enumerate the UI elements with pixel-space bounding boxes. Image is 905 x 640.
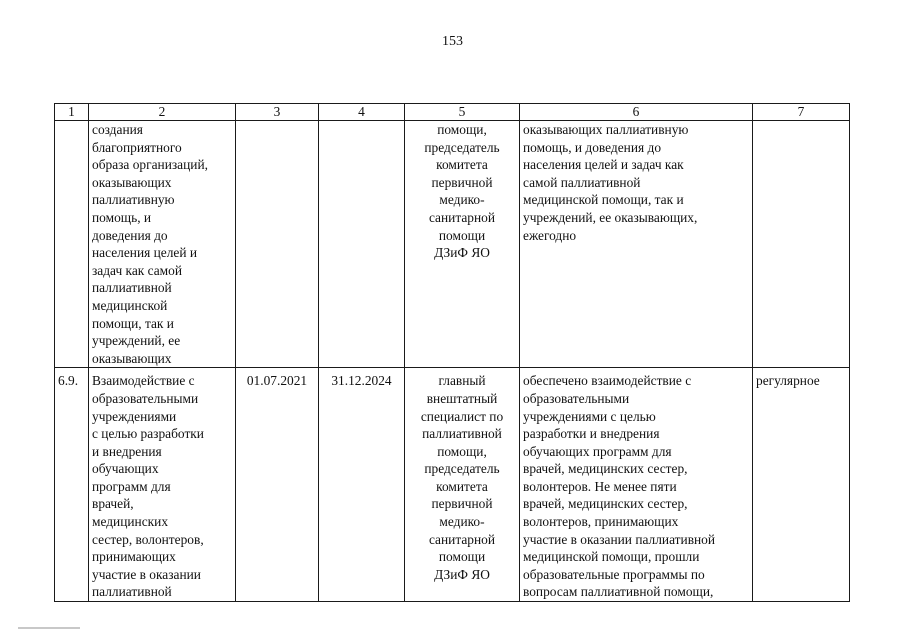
table-row — [55, 121, 850, 368]
measures-table — [54, 103, 850, 602]
cell-start-date: 01.07.2021 — [236, 368, 319, 602]
cell-number — [55, 121, 89, 368]
cell-responsible: главный внештатный специалист по паллиативной помощи, председатель комитета первичной медико- санитарной помощи ДЗиФ ЯО — [405, 368, 520, 602]
cell-end-date — [319, 121, 405, 368]
cell-end-date: 31.12.2024 — [319, 368, 405, 602]
cell-activity: Взаимодействие с образовательными учреждениями с целью разработки и внедрения обучающих программ для врачей, медицинских сестер, волонтеров, принимающих участие в оказании паллиативной — [89, 368, 236, 602]
column-header: 3 — [236, 104, 319, 121]
column-header: 4 — [319, 104, 405, 121]
scan-margin-mark — [18, 627, 80, 629]
column-header: 5 — [405, 104, 520, 121]
cell-result: обеспечено взаимодействие с образовательными учреждениями с целью разработки и внедрения обучающих программ для врачей, медицинских сестер, волонтеров. Не менее пяти врачей, медицинских сестер, волонтеров, принимающих участие в оказании паллиативной медицинской помощи, прошли образовательные программы по вопросам паллиативной помощи, — [520, 368, 753, 602]
cell-responsible: помощи, председатель комитета первичной медико- санитарной помощи ДЗиФ ЯО — [405, 121, 520, 368]
header-row — [55, 104, 850, 121]
cell-activity: создания благоприятного образа организаций, оказывающих паллиативную помощь, и доведения до населения целей и задач как самой паллиативной медицинской помощи, так и учреждений, ее оказывающих — [89, 121, 236, 368]
column-header: 1 — [55, 104, 89, 121]
cell-frequency — [753, 121, 850, 368]
page-number: 153 — [442, 34, 463, 49]
column-header: 7 — [753, 104, 850, 121]
column-header: 2 — [89, 104, 236, 121]
column-header: 6 — [520, 104, 753, 121]
table-row — [55, 368, 850, 602]
cell-start-date — [236, 121, 319, 368]
cell-result: оказывающих паллиативную помощь, и доведения до населения целей и задач как самой паллиативной медицинской помощи, так и учреждений, ее оказывающих, ежегодно — [520, 121, 753, 368]
cell-number: 6.9. — [55, 368, 89, 602]
cell-frequency: регулярное — [753, 368, 850, 602]
